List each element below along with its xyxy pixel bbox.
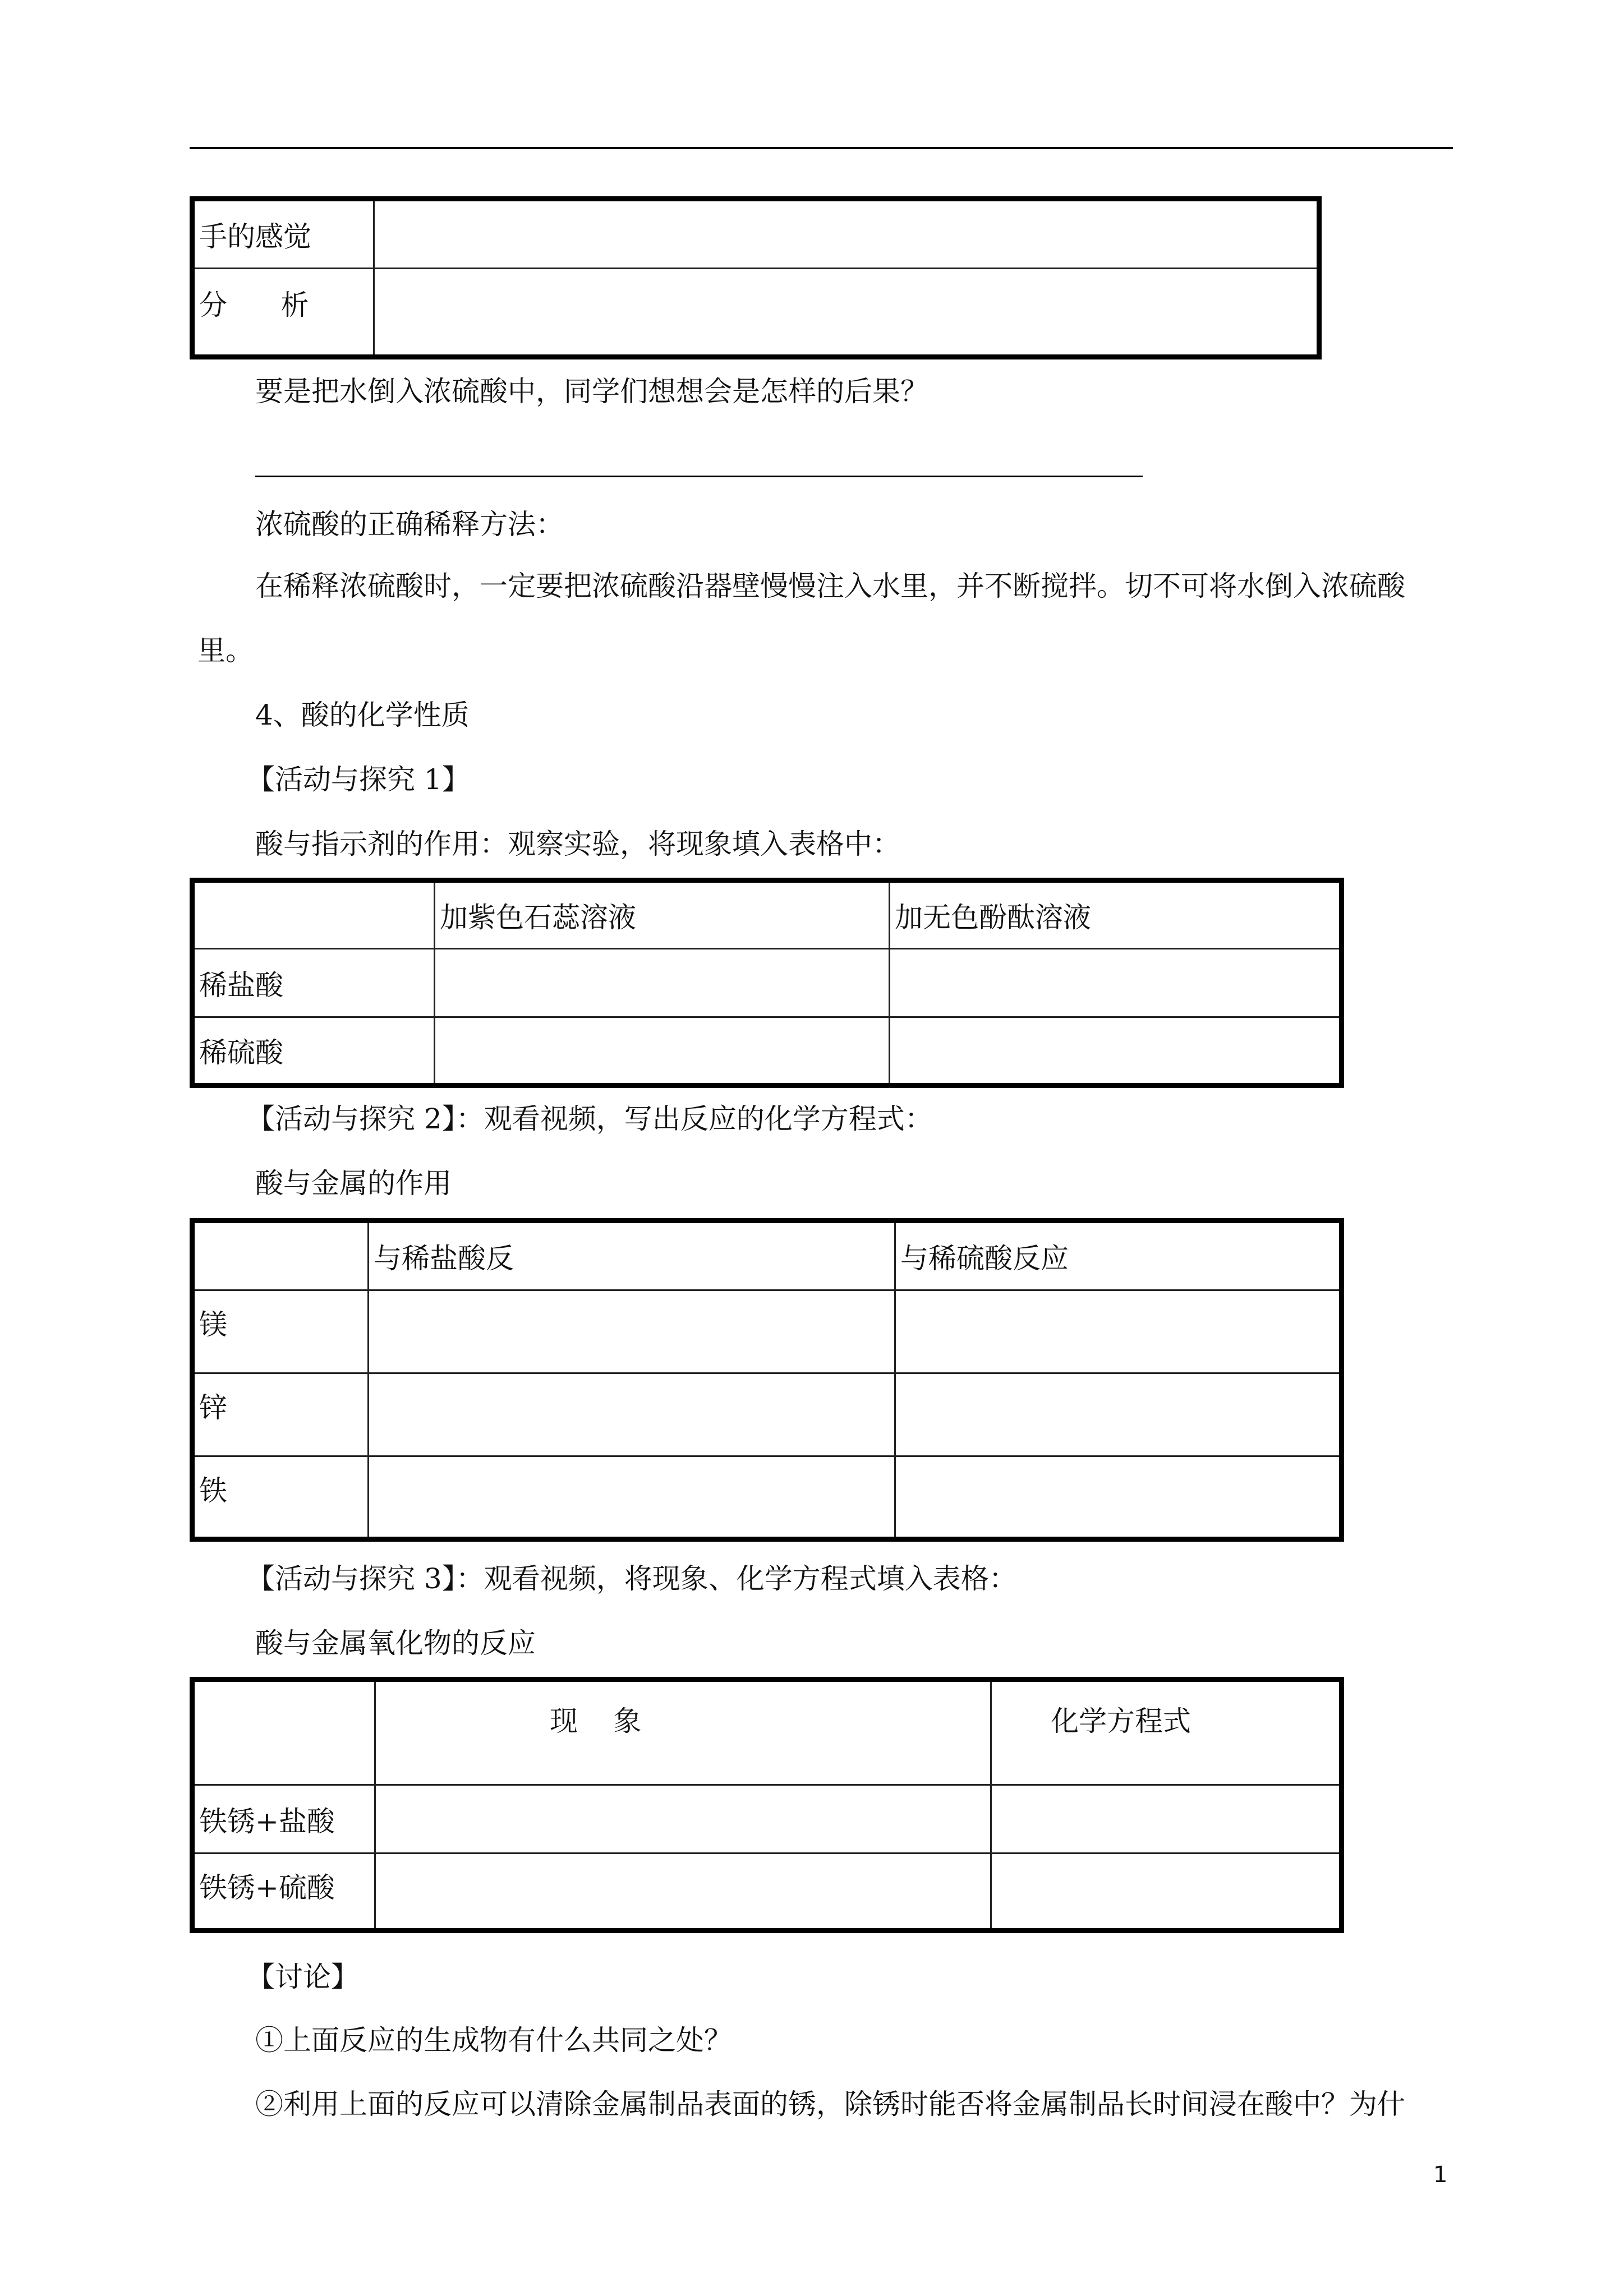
- row-label-dilute-hcl: 稀盐酸: [192, 949, 435, 1017]
- activity2-description: 酸与金属的作用: [255, 1167, 452, 1200]
- answer-cell[interactable]: [374, 269, 1319, 357]
- answer-cell[interactable]: [895, 1373, 1342, 1456]
- header-with-hcl: 与稀盐酸反: [369, 1221, 895, 1290]
- answer-cell[interactable]: [435, 1017, 890, 1086]
- header-rule: [190, 147, 1453, 149]
- page-number: 1: [1433, 2162, 1448, 2188]
- row-label-rust-hcl: 铁锈+盐酸: [192, 1785, 375, 1854]
- header-litmus: 加紫色石蕊溶液: [435, 880, 890, 949]
- header-with-h2so4: 与稀硫酸反应: [895, 1221, 1342, 1290]
- indicator-table: [190, 878, 1344, 1088]
- answer-cell[interactable]: [369, 1373, 895, 1456]
- discussion-heading: 【讨论】: [247, 1961, 359, 1993]
- answer-line[interactable]: [255, 476, 1143, 477]
- answer-cell[interactable]: [895, 1290, 1342, 1373]
- answer-cell[interactable]: [375, 1785, 991, 1854]
- header-phenolphthalein: 加无色酚酞溶液: [890, 880, 1342, 949]
- header-phenomenon: 现 象: [375, 1680, 991, 1785]
- answer-cell[interactable]: [890, 1017, 1342, 1086]
- metal-oxide-table: [190, 1677, 1344, 1933]
- row-label-magnesium: 镁: [192, 1290, 369, 1373]
- discussion-question-1: ①上面反应的生成物有什么共同之处？: [255, 2024, 732, 2057]
- answer-cell[interactable]: [369, 1290, 895, 1373]
- activity3-heading: 【活动与探究 3】：观看视频，将现象、化学方程式填入表格：: [247, 1562, 1017, 1595]
- dilution-title: 浓硫酸的正确稀释方法：: [255, 508, 564, 541]
- row-label-dilute-h2so4: 稀硫酸: [192, 1017, 435, 1086]
- row-label-iron: 铁: [192, 1456, 369, 1539]
- activity2-heading: 【活动与探究 2】：观看视频，写出反应的化学方程式：: [247, 1103, 933, 1135]
- answer-cell[interactable]: [895, 1456, 1342, 1539]
- header-equation: 化学方程式: [991, 1680, 1342, 1785]
- observation-table: [190, 196, 1322, 359]
- header-cell-empty: [192, 1680, 375, 1785]
- row-label-rust-h2so4: 铁锈+硫酸: [192, 1854, 375, 1931]
- activity3-description: 酸与金属氧化物的反应: [255, 1627, 536, 1659]
- metal-reaction-table: [190, 1218, 1344, 1542]
- section-heading: 4、酸的化学性质: [255, 699, 470, 731]
- discussion-question-2: ②利用上面的反应可以清除金属制品表面的锈，除锈时能否将金属制品长时间浸在酸中？为什: [255, 2088, 1405, 2120]
- question-water-into-acid: 要是把水倒入浓硫酸中，同学们想想会是怎样的后果？: [255, 375, 928, 408]
- answer-cell[interactable]: [991, 1854, 1342, 1931]
- dilution-text-line1: 在稀释浓硫酸时，一定要把浓硫酸沿器壁慢慢注入水里，并不断搅拌。切不可将水倒入浓硫酸: [255, 570, 1405, 602]
- header-cell-empty: [192, 880, 435, 949]
- row-label-hand-feeling: 手的感觉: [192, 199, 374, 269]
- activity1-description: 酸与指示剂的作用：观察实验，将现象填入表格中：: [255, 828, 900, 860]
- answer-cell[interactable]: [375, 1854, 991, 1931]
- answer-cell[interactable]: [369, 1456, 895, 1539]
- answer-cell[interactable]: [991, 1785, 1342, 1854]
- header-cell-empty: [192, 1221, 369, 1290]
- activity1-heading: 【活动与探究 1】: [247, 763, 470, 796]
- row-label-analysis: 分 析: [192, 269, 374, 357]
- row-label-zinc: 锌: [192, 1373, 369, 1456]
- answer-cell[interactable]: [435, 949, 890, 1017]
- answer-cell[interactable]: [374, 199, 1319, 269]
- dilution-text-line2: 里。: [197, 634, 254, 667]
- answer-cell[interactable]: [890, 949, 1342, 1017]
